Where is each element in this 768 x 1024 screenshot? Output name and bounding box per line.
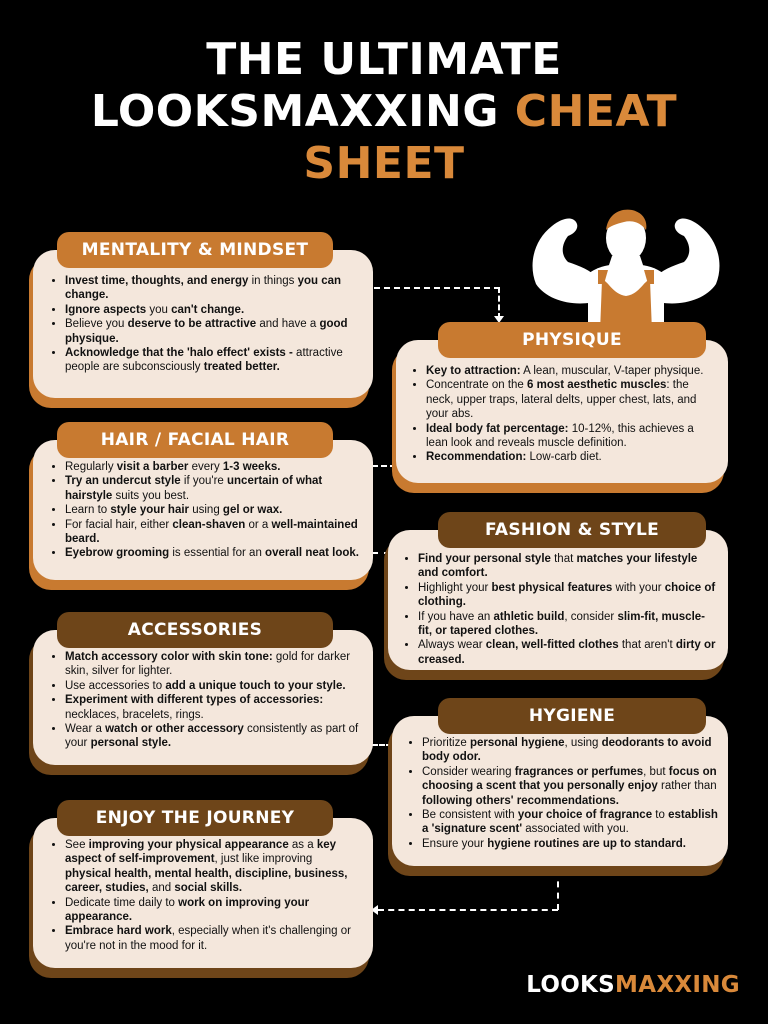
connector-hygiene-journey-drop xyxy=(557,870,559,910)
list-item: • Wear a watch or other accessory consistently as part of your personal style. xyxy=(65,722,361,751)
list-item: • Use accessories to add a unique touch to your style. xyxy=(65,679,361,693)
connector-mentality-physique-drop xyxy=(498,287,500,319)
title-line-3: SHEET xyxy=(303,138,465,189)
list-item: • Acknowledge that the 'halo effect' exists - attractive people are subconsciously treated better. xyxy=(65,346,361,375)
mentality-list xyxy=(51,274,361,375)
list-item: • Recommendation: Low-carb diet. xyxy=(426,450,718,464)
section-heading-hair: HAIR / FACIAL HAIR xyxy=(57,422,333,458)
card-hygiene xyxy=(392,706,728,876)
list-item: • Prioritize personal hygiene, using deodorants to avoid body odor. xyxy=(422,736,718,765)
card-mentality xyxy=(33,240,373,410)
list-item: • Learn to style your hair using gel or wax. xyxy=(65,503,361,517)
list-item: • Believe you deserve to be attractive and have a good physique. xyxy=(65,317,361,346)
page-title xyxy=(0,34,768,190)
brand-part-1: LOOKS xyxy=(526,972,616,998)
accessories-list xyxy=(51,650,361,751)
card-accessories xyxy=(33,620,373,775)
list-item: • Invest time, thoughts, and energy in things you can change. xyxy=(65,274,361,303)
hair-list xyxy=(51,460,361,561)
list-item: • Eyebrow grooming is essential for an overall neat look. xyxy=(65,546,361,560)
list-item: • Key to attraction: A lean, muscular, V-taper physique. xyxy=(426,364,718,378)
section-heading-accessories: ACCESSORIES xyxy=(57,612,333,648)
list-item: • Try an undercut style if you're uncertain of what hairstyle suits you best. xyxy=(65,474,361,503)
list-item: • Ideal body fat percentage: 10-12%, this achieves a lean look and reveals muscle definition. xyxy=(426,422,718,451)
list-item: • Always wear clean, well-fitted clothes that aren't dirty or creased. xyxy=(418,638,718,667)
list-item: • See improving your physical appearance as a key aspect of self-improvement, just like improving physical health, mental health, discipline, business, career, studies, and social skills. xyxy=(65,838,361,896)
list-item: • Match accessory color with skin tone: gold for darker skin, silver for lighter. xyxy=(65,650,361,679)
section-heading-fashion: FASHION & STYLE xyxy=(438,512,706,548)
brand-logo xyxy=(526,972,740,998)
list-item: • Find your personal style that matches your lifestyle and comfort. xyxy=(418,552,718,581)
hygiene-list xyxy=(408,736,718,851)
section-heading-journey: ENJOY THE JOURNEY xyxy=(57,800,333,836)
section-heading-hygiene: HYGIENE xyxy=(438,698,706,734)
connector-hygiene-journey xyxy=(378,909,558,911)
list-item: • If you have an athletic build, consider slim-fit, muscle-fit, or tapered clothes. xyxy=(418,610,718,639)
list-item: • Ignore aspects you can't change. xyxy=(65,303,361,317)
list-item: • For facial hair, either clean-shaven or a well-maintained beard. xyxy=(65,518,361,547)
physique-list xyxy=(412,364,718,465)
card-fashion xyxy=(388,520,728,680)
card-hair xyxy=(33,430,373,590)
fashion-list xyxy=(404,552,718,667)
section-heading-mentality: MENTALITY & MINDSET xyxy=(57,232,333,268)
list-item: • Concentrate on the 6 most aesthetic muscles: the neck, upper traps, lateral delts, upper chest, lats, and your abs. xyxy=(426,378,718,421)
title-line-2 xyxy=(0,86,768,138)
list-item: • Highlight your best physical features with your choice of clothing. xyxy=(418,581,718,610)
title-line-1: THE ULTIMATE xyxy=(206,34,562,85)
list-item: • Embrace hard work, especially when it's challenging or you're not in the mood for it. xyxy=(65,924,361,953)
connector-mentality-physique xyxy=(374,287,500,289)
flexing-man-icon xyxy=(528,204,724,332)
section-heading-physique: PHYSIQUE xyxy=(438,322,706,358)
card-journey xyxy=(33,808,373,978)
card-physique xyxy=(396,330,728,495)
title-line-2-accent: CHEAT xyxy=(514,86,678,137)
list-item: • Regularly visit a barber every 1-3 weeks. xyxy=(65,460,361,474)
list-item: • Experiment with different types of accessories: necklaces, bracelets, rings. xyxy=(65,693,361,722)
list-item: • Be consistent with your choice of fragrance to establish a 'signature scent' associated with you. xyxy=(422,808,718,837)
title-line-2-white: LOOKSMAXXING xyxy=(90,86,499,137)
list-item: • Consider wearing fragrances or perfumes, but focus on choosing a scent that you personally enjoy rather than following others' recommendations. xyxy=(422,765,718,808)
list-item: • Dedicate time daily to work on improving your appearance. xyxy=(65,896,361,925)
brand-part-2: MAXXING xyxy=(615,972,740,998)
list-item: • Ensure your hygiene routines are up to standard. xyxy=(422,837,718,851)
journey-list xyxy=(51,838,361,953)
